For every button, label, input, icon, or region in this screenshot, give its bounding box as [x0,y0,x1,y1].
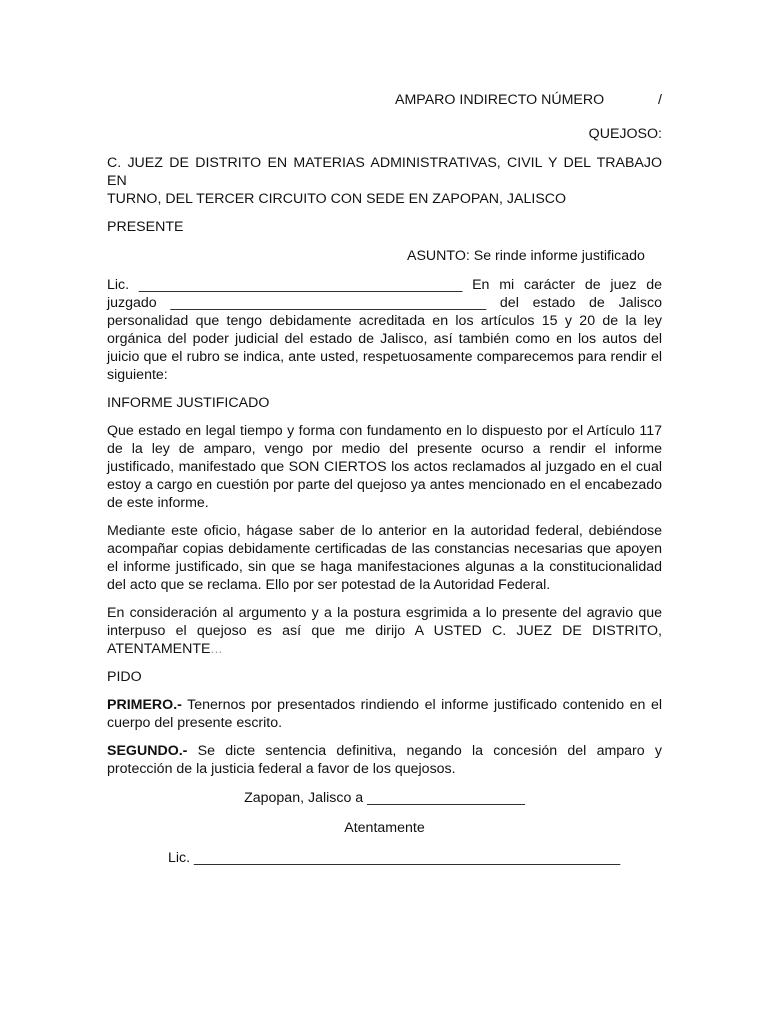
addressee-block [107,154,662,208]
paragraph-3-ellipsis: ... [210,641,223,657]
primero-text: Tenernos por presentados rindiendo el informe justificado contenido en el cuerpo del presente escrito. [107,697,662,731]
informe-title: INFORME JUSTIFICADO [107,395,270,411]
paragraph-2: Mediante este oficio, hágase saber de lo anterior en la autoridad federal, debiéndose acompañar copias debidamente certificadas de las constancias necesarias que apoyen el informe justificado, sin que se haga manifestaciones algunas a la constitucionalidad del acto que se reclama. Ello por ser potestad de la Autoridad Federal. [107,523,662,593]
signature-line: Lic. ______________________________________________________ [168,850,621,866]
lic-label: Lic. [107,277,130,293]
closing-line: Atentamente [344,820,425,836]
segundo-paragraph [107,742,662,778]
intro-role-text: En mi carácter de juez de juzgado [107,277,662,311]
segundo-text: Se dicte sentencia definitiva, negando la concesión del amparo y protección de la justicia federal a favor de los quejosos. [107,743,662,777]
primero-label: PRIMERO.- [107,697,182,713]
addressee-line-1: C. JUEZ DE DISTRITO EN MATERIAS ADMINISTRATIVAS, CIVIL Y DEL TRABAJO EN [107,155,662,189]
intro-rest-text: del estado de Jalisco personalidad que tengo debidamente acreditada en los artículos 15 y 20 de la ley orgánica del poder judicial del estado de Jalisco, así también como en los autos del juicio que el rubro se indica, ante usted, respetuosamente comparecemos para rendir el siguiente: [107,295,662,383]
paragraph-3 [107,604,662,658]
asunto-line: ASUNTO: Se rinde informe justificado [407,248,645,264]
paragraph-3-text: En consideración al argumento y a la postura esgrimida a lo presente del agravio que interpuso el quejoso es así que me dirijo A USTED C. JUEZ DE DISTRITO, ATENTAMENTE [107,605,662,657]
addressee-line-2: TURNO, DEL TERCER CIRCUITO CON SEDE EN ZAPOPAN, JALISCO [107,191,567,207]
paragraph-1: Que estado en legal tiempo y forma con fundamento en lo dispuesto por el Artículo 117 de la ley de amparo, vengo por medio del presente ocurso a rendir el informe justificado, manifestado que SON CIERTOS los actos reclamados al juzgado en el cual estoy a cargo en cuestión por parte del quejoso ya antes mencionado en el encabezado de este informe. [107,423,662,511]
quejoso-label: QUEJOSO: [588,126,662,142]
court-blank: ________________________________________ [170,295,487,311]
presente-label: PRESENTE [107,219,184,235]
case-number-line [107,92,662,112]
place-date-line: Zapopan, Jalisco a ____________________ [244,790,525,806]
pido-label: PIDO [107,669,142,685]
segundo-label: SEGUNDO.- [107,743,188,759]
case-slash: / [658,92,662,108]
primero-paragraph [107,696,662,732]
intro-paragraph [107,276,662,384]
document-page [107,92,662,868]
case-title: AMPARO INDIRECTO NÚMERO [395,92,605,108]
name-blank: _________________________________________ [138,277,463,293]
